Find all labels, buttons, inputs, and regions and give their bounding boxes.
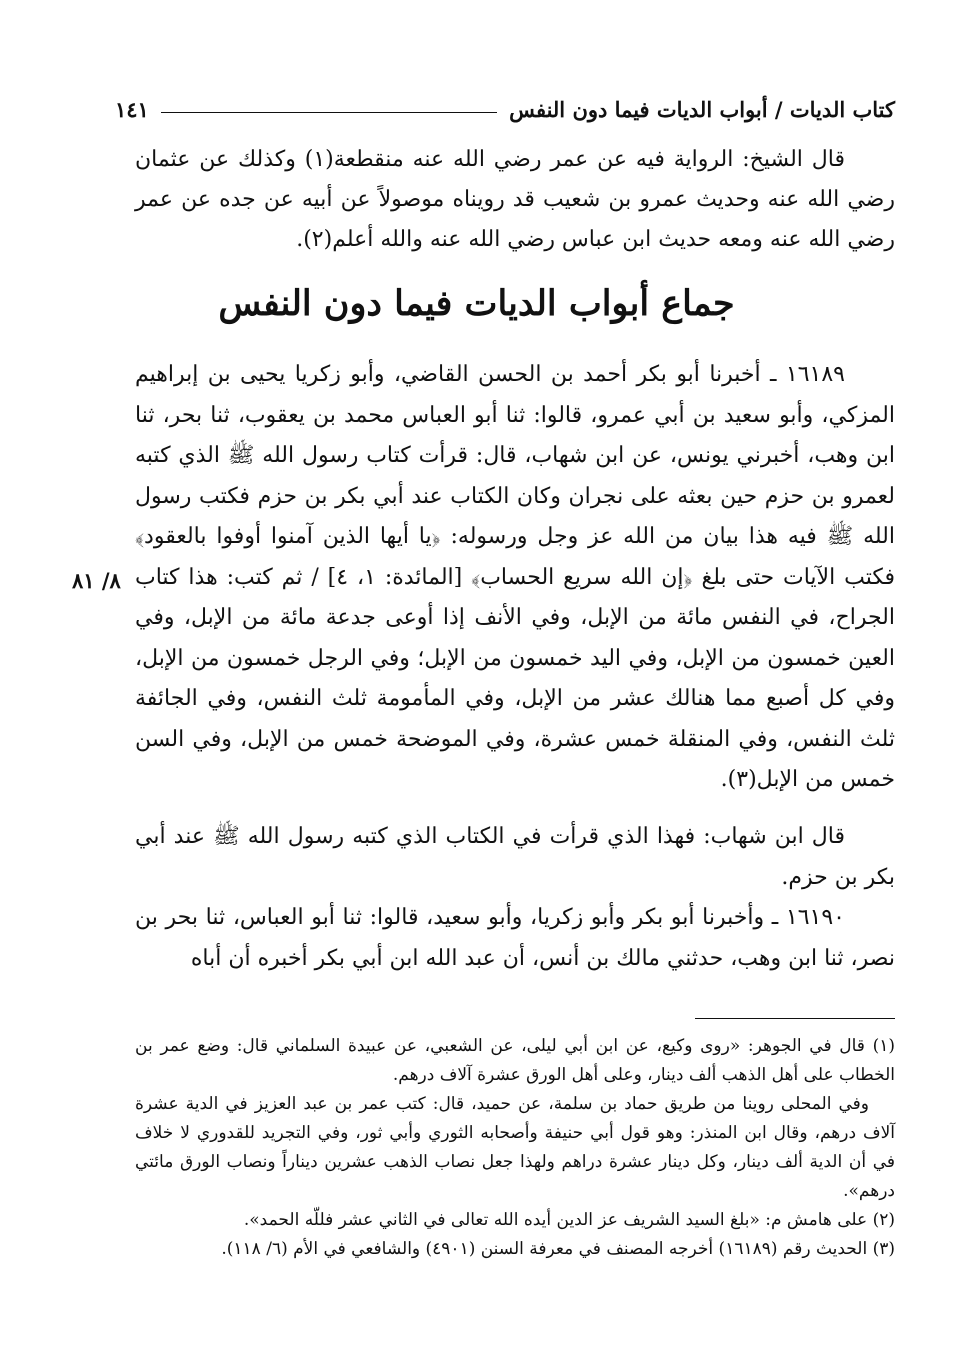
footnote-3: (٣) الحديث رقم (١٦١٨٩) أخرجه المصنف في معرفة السنن (٤٩٠١) والشافعي في الأم (٦/ ١١٨).: [221, 1239, 895, 1259]
footnote-1-continued: وفي المحلى روينا من طريق حماد بن سلمة، عن حميد، قال: كتب عمر بن عبد العزيز في الدية عشرة آلاف درهم، وقال ابن المنذر: وهو قول أبي حنيفة وأصحابه الثوري وأبي ثور، وفي التجريد للقدوري لا خلاف في أن الدية ألف دينار، وكل دينار عشرة دراهم ولهذا جعل نصاب الذهب عشرين ديناراً ونصاب الورق مائتي درهم».: [135, 1094, 895, 1201]
page-number: ١٤١: [115, 97, 149, 122]
hadith-16190: ١٦١٩٠ ـ وأخبرنا أبو بكر وأبو زكريا، وأبو سعيد، قالوا: ثنا أبو العباس، ثنا بحر بن نصر، ثنا ابن وهب، حدثني مالك بن أنس، أن عبد الله ابن أبي بكر أخبره أن أباه: [135, 905, 895, 971]
ibn-shihab-paragraph: قال ابن شهاب: فهذا الذي قرأت في الكتاب الذي كتبه رسول الله ﷺ عند أبي بكر بن حزم.: [135, 824, 895, 890]
section-heading: جماع أبواب الديات فيما دون النفس: [218, 283, 735, 324]
intro-paragraph: قال الشيخ: الرواية فيه عن عمر رضي الله عنه منقطعة(١) وكذلك عن عثمان رضي الله عنه وحديث عمرو بن شعيب قد رويناه موصولاً عن أبيه عن جده عن عمر رضي الله عنه ومعه حديث ابن عباس رضي الله عنه والله أعلم(٢).: [135, 147, 895, 252]
footnote-separator: [695, 1018, 895, 1019]
header-rule: [161, 112, 497, 113]
footnotes: [135, 1032, 895, 1264]
footnote-2: (٢) على هامش م: «بلغ السيد الشريف عز الدين أيده الله تعالى في الثاني عشر فللّه الحمد».: [243, 1210, 895, 1230]
hadith-16189: ١٦١٨٩ ـ أخبرنا أبو بكر أحمد بن الحسن القاضي، وأبو زكريا يحيى بن إبراهيم المزكي، وأبو سعيد بن أبي عمرو، قالوا: ثنا أبو العباس محمد بن يعقوب، ثنا بحر، ثنا ابن وهب، أخبرني يونس، عن ابن شهاب، قال: قرأت كتاب رسول الله ﷺ الذي كتبه لعمرو بن حزم حين بعثه على نجران وكان الكتاب عند أبي بكر بن حزم فكتب رسول الله ﷺ فيه هذا بيان من الله عز وجل ورسوله: ﴿يا أيها الذين آمنوا أوفوا بالعقود﴾ فكتب الآيات حتى بلغ ﴿إن الله سريع الحساب﴾ [المائدة: ١، ٤] / ثم كتب: هذا كتاب الجراح، في النفس مائة من الإبل، وفي الأنف إذا أوعى جدعة مائة من الإبل، وفي العين خمسون من الإبل، وفي اليد خمسون من الإبل؛ وفي الرجل خمسون من الإبل، وفي كل أصبع مما هنالك عشر من الإبل، وفي المأمومة ثلث النفس، وفي الجائفة ثلث النفس، وفي المنقلة خمس عشرة، وفي الموضحة خمس من الإبل، وفي السن خمس من الإبل(٣).: [135, 362, 896, 792]
margin-volume-page-reference: ٨/ ٨١: [72, 568, 121, 593]
running-title: كتاب الديات / أبواب الديات فيما دون النفس: [509, 97, 895, 122]
footnote-1: (١) قال في الجوهر: «روى وكيع، عن ابن أبي ليلى، عن الشعبي، عن عبيدة السلماني قال: وضع عمر بن الخطاب على أهل الذهب ألف دينار، وعلى أهل الورق عشرة آلاف درهم.: [135, 1036, 895, 1085]
page-header: [115, 82, 895, 122]
